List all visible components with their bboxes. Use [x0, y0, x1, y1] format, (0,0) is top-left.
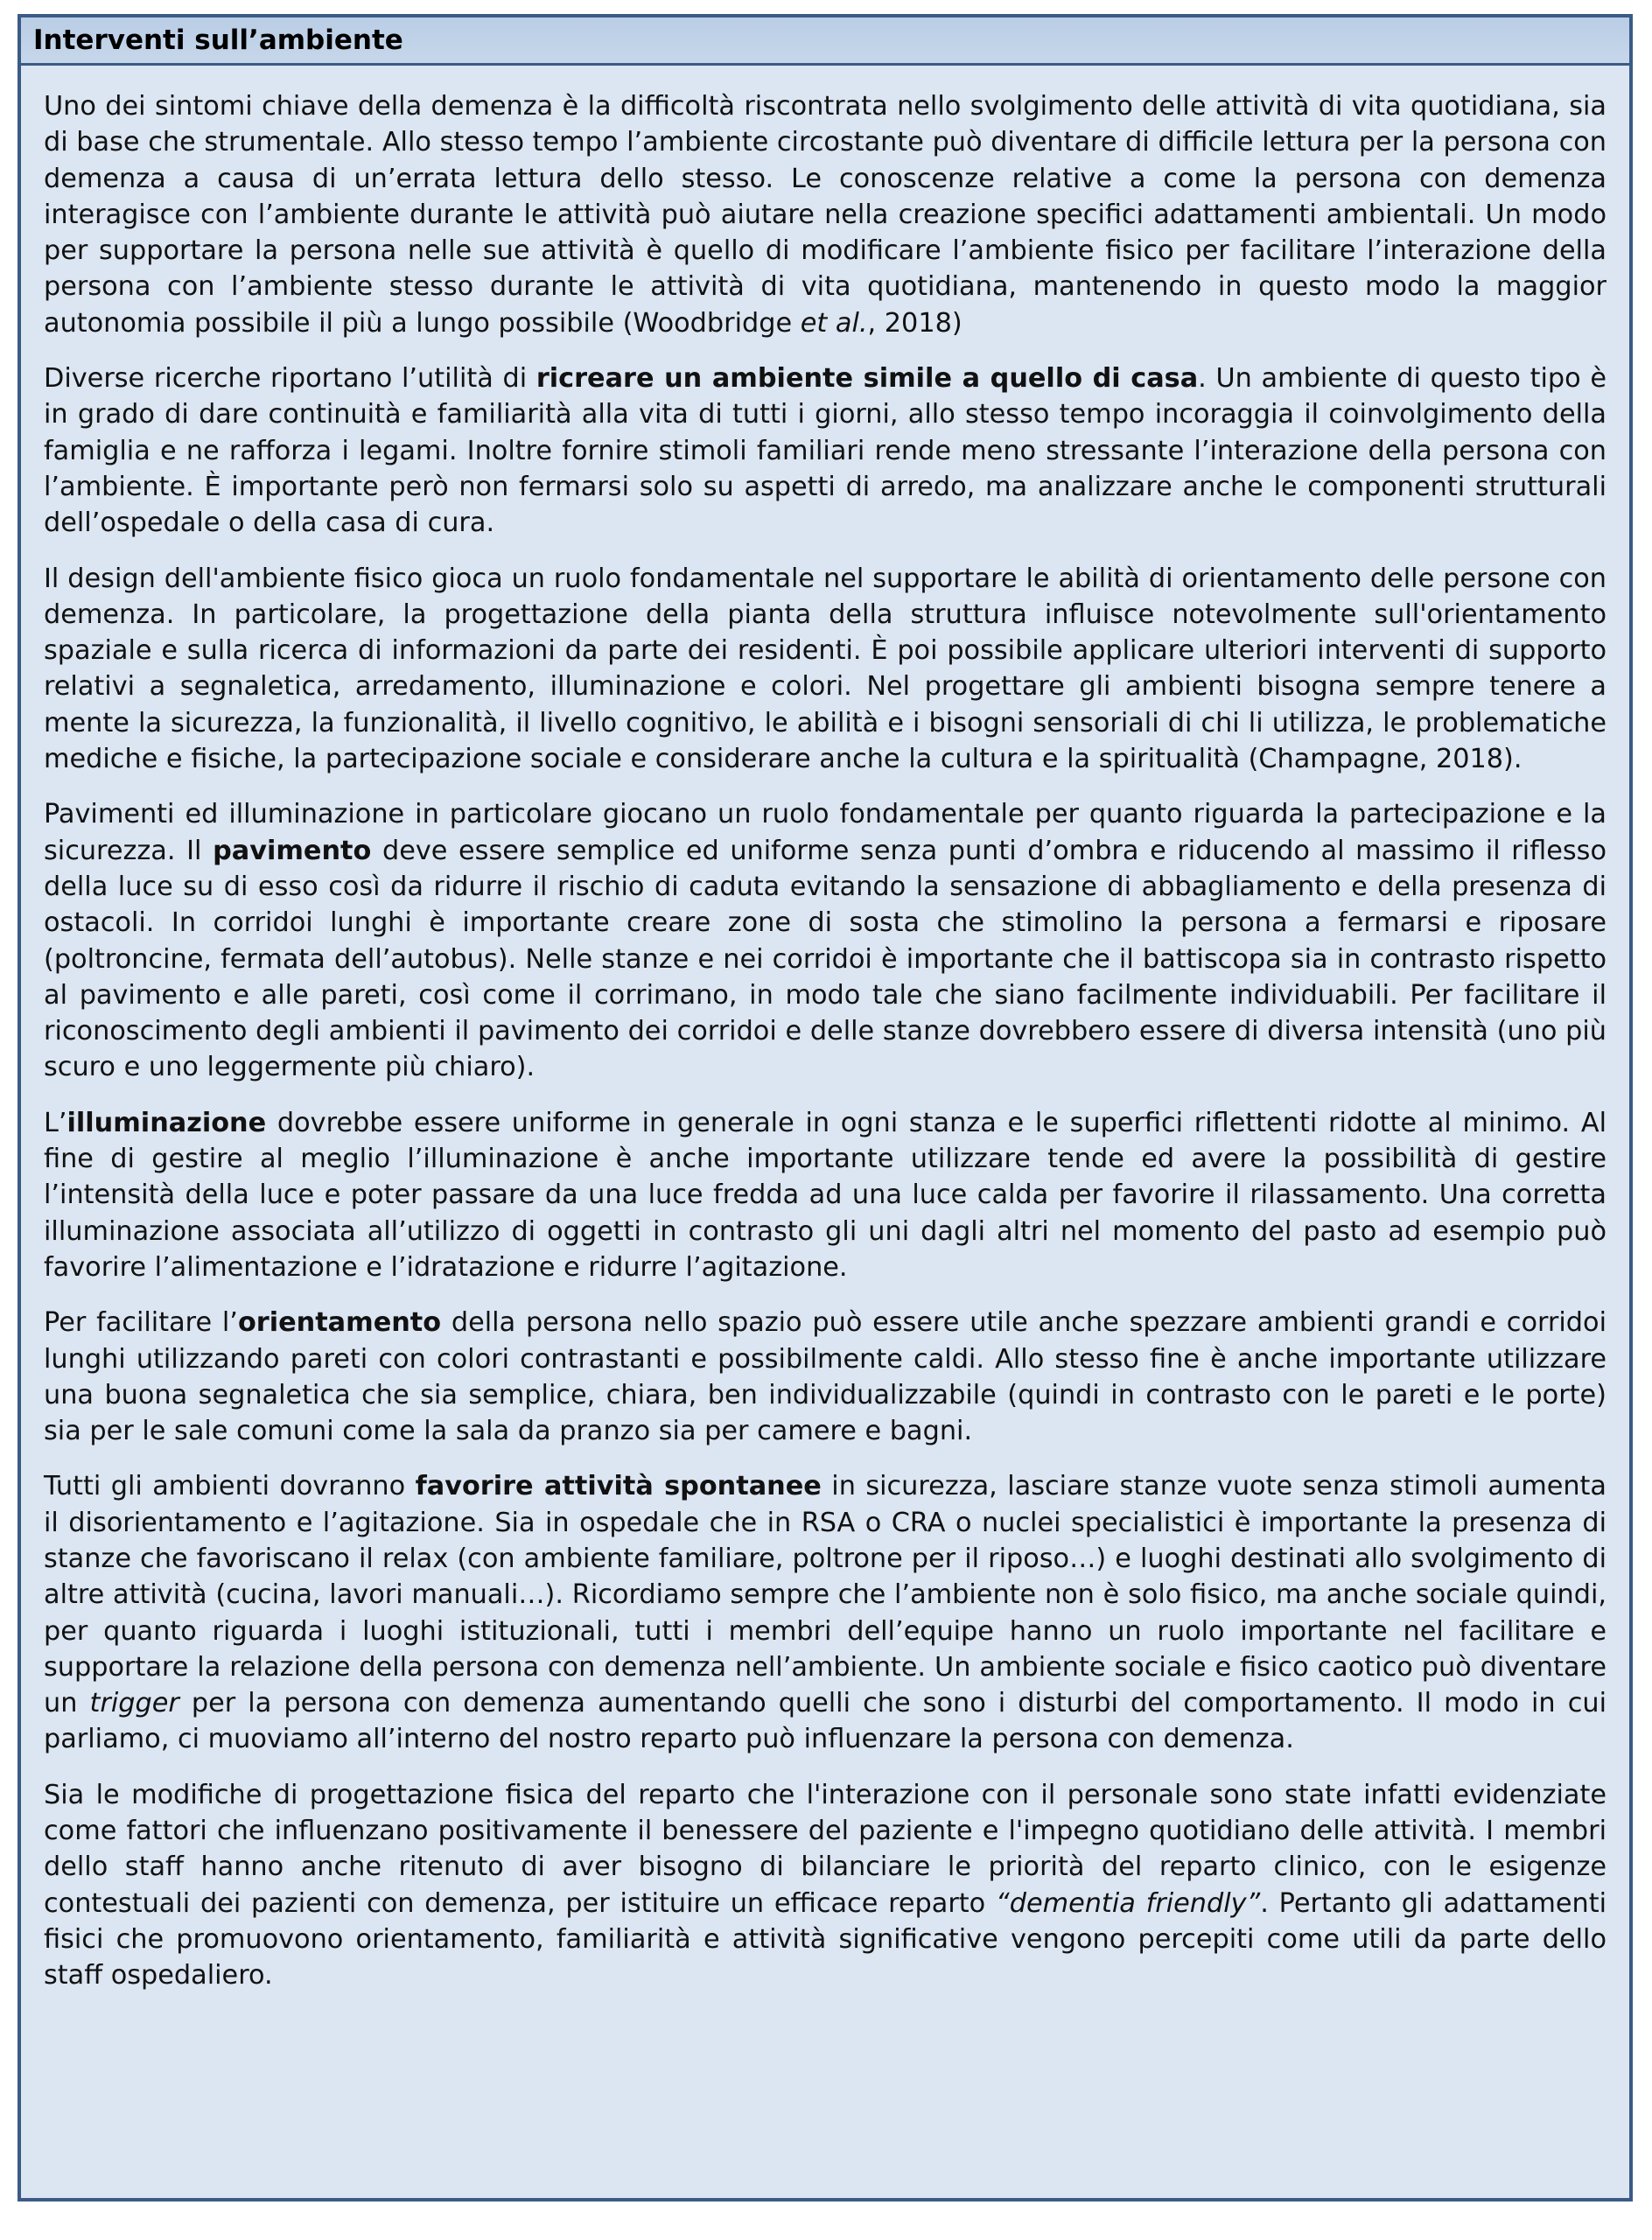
text-run: Diverse ricerche riportano l’utilità di	[44, 363, 536, 395]
bold-text: pavimento	[213, 835, 372, 866]
bold-text: favorire attività spontanee	[415, 1471, 822, 1502]
text-run: Sia le modifiche di progettazione fisica del reparto che l'interazione con il personale sono state infatti evidenziate come fattori che influenzano positivamente il benessere del paziente e l'impegno quotidiano delle attività. I membri dello staff hanno anche ritenuto di aver bisogno di bilanciare le priorità del reparto clinico, con le esigenze contestuali dei pazienti con demenza, per istituire un efficace reparto	[44, 1779, 1606, 1919]
italic-text: trigger	[89, 1688, 179, 1719]
text-run: Tutti gli ambienti dovranno	[44, 1471, 416, 1502]
italic-text: et al.	[800, 307, 868, 339]
text-run: . Pertanto gli adattamenti fisici che promuovono orientamento, familiarità e attività significative vengono percepiti come utili da parte dello staff ospedaliero.	[44, 1887, 1606, 1992]
bold-text: illuminazione	[66, 1107, 267, 1138]
paragraph	[44, 1105, 1606, 1285]
box-content	[21, 66, 1629, 1994]
bold-text: orientamento	[237, 1307, 442, 1339]
text-run: dovrebbe essere uniforme in generale in ogni stanza e le superfici riflettenti ridotte al minimo. Al fine di gestire al meglio l’illuminazione è anche importante utilizzare tende ed avere la possibilità di gestire l’intensità della luce e poter passare da una luce fredda ad una luce calda per favorire il rilassamento. Una corretta illuminazione associata all’utilizzo di oggetti in contrasto gli uni dagli altri nel momento del pasto ad esempio può favorire l’alimentazione e l’idratazione e ridurre l’agitazione.	[44, 1107, 1606, 1283]
text-run: . Un ambiente di questo tipo è in grado di dare continuità e familiarità alla vita di tutti i giorni, allo stesso tempo incoraggia il coinvolgimento della famiglia e ne rafforza i legami. Inoltre fornire stimoli familiari rende meno stressante l’interazione della persona con l’ambiente. È importante però non fermarsi solo su aspetti di arredo, ma analizzare anche le componenti strutturali dell’ospedale o della casa di cura.	[44, 363, 1606, 539]
paragraph	[44, 360, 1606, 541]
paragraph	[44, 796, 1606, 1085]
text-run: della persona nello spazio può essere utile anche spezzare ambienti grandi e corridoi lunghi utilizzando pareti con colori contrastanti e possibilmente caldi. Allo stesso fine è anche importante utilizzare una buona segnaletica che sia semplice, chiara, ben individualizzabile (quindi in contrasto con le pareti e le porte) sia per le sale comuni come la sala da pranzo sia per camere e bagni.	[44, 1307, 1606, 1447]
text-run: in sicurezza, lasciare stanze vuote senza stimoli aumenta il disorientamento e l’agitazione. Sia in ospedale che in RSA o CRA o nuclei specialistici è importante la presenza di stanze che favoriscano il relax (con ambiente familiare, poltrone per il riposo…) e luoghi destinati allo svolgimento di altre attività (cucina, lavori manuali…). Ricordiamo sempre che l’ambiente non è solo fisico, ma anche sociale quindi, per quanto riguarda i luoghi istituzionali, tutti i membri dell’equipe hanno un ruolo importante nel facilitare e supportare la relazione della persona con demenza nell’ambiente. Un ambiente sociale e fisico caotico può diventare un	[44, 1471, 1606, 1719]
text-run: Uno dei sintomi chiave della demenza è la difficoltà riscontrata nello svolgimento delle attività di vita quotidiana, sia di base che strumentale. Allo stesso tempo l’ambiente circostante può diventare di difficile lettura per la persona con demenza a causa di un’errata lettura dello stesso. Le conoscenze relative a come la persona con demenza interagisce con l’ambiente durante le attività può aiutare nella creazione specifici adattamenti ambientali. Un modo per supportare la persona nelle sue attività è quello di modificare l’ambiente fisico per facilitare l’interazione della persona con l’ambiente stesso durante le attività di vita quotidiana, mantenendo in questo modo la maggior autonomia possibile il più a lungo possibile (Woodbridge	[44, 91, 1606, 339]
paragraph	[44, 88, 1606, 341]
italic-text: “dementia friendly”	[996, 1887, 1261, 1919]
box-title: Interventi sull’ambiente	[21, 18, 1629, 66]
text-run: deve essere semplice ed uniforme senza punti d’ombra e riducendo al massimo il riflesso della luce su di esso così da ridurre il rischio di caduta evitando la sensazione di abbagliamento e della presenza di ostacoli. In corridoi lunghi è importante creare zone di sosta che stimolino la persona a fermarsi e riposare (poltroncine, fermata dell’autobus). Nelle stanze e nei corridoi è importante che il battiscopa sia in contrasto rispetto al pavimento e alle pareti, così come il corrimano, in modo tale che siano facilmente individuabili. Per facilitare il riconoscimento degli ambienti il pavimento dei corridoi e delle stanze dovrebbero essere di diversa intensità (uno più scuro e uno leggermente più chiaro).	[44, 835, 1607, 1083]
paragraph	[44, 561, 1606, 778]
paragraph	[44, 1777, 1606, 1994]
text-box	[18, 14, 1633, 2202]
bold-text: ricreare un ambiente simile a quello di casa	[536, 363, 1199, 395]
text-run: Per facilitare l’	[44, 1307, 238, 1339]
text-run: Il design dell'ambiente fisico gioca un ruolo fondamentale nel supportare le abilità di orientamento delle persone con demenza. In particolare, la progettazione della pianta della struttura influisce notevolmente sull'orientamento spaziale e sulla ricerca di informazioni da parte dei residenti. È poi possibile applicare ulteriori interventi di supporto relativi a segnaletica, arredamento, illuminazione e colori. Nel progettare gli ambienti bisogna sempre tenere a mente la sicurezza, la funzionalità, il livello cognitivo, le abilità e i bisogni sensoriali di chi li utilizza, le problematiche mediche e fisiche, la partecipazione sociale e considerare anche la cultura e la spiritualità (Champagne, 2018).	[44, 563, 1606, 775]
text-run: Pavimenti ed illuminazione in particolare giocano un ruolo fondamentale per quanto riguarda la partecipazione e la sicurezza. Il	[44, 799, 1606, 866]
text-run: L’	[44, 1107, 67, 1138]
text-run: , 2018)	[867, 307, 962, 339]
text-run: per la persona con demenza aumentando quelli che sono i disturbi del comportamento. Il modo in cui parliamo, ci muoviamo all’interno del nostro reparto può influenzare la persona con demenza.	[44, 1688, 1606, 1755]
paragraph	[44, 1468, 1606, 1757]
paragraph	[44, 1305, 1606, 1449]
